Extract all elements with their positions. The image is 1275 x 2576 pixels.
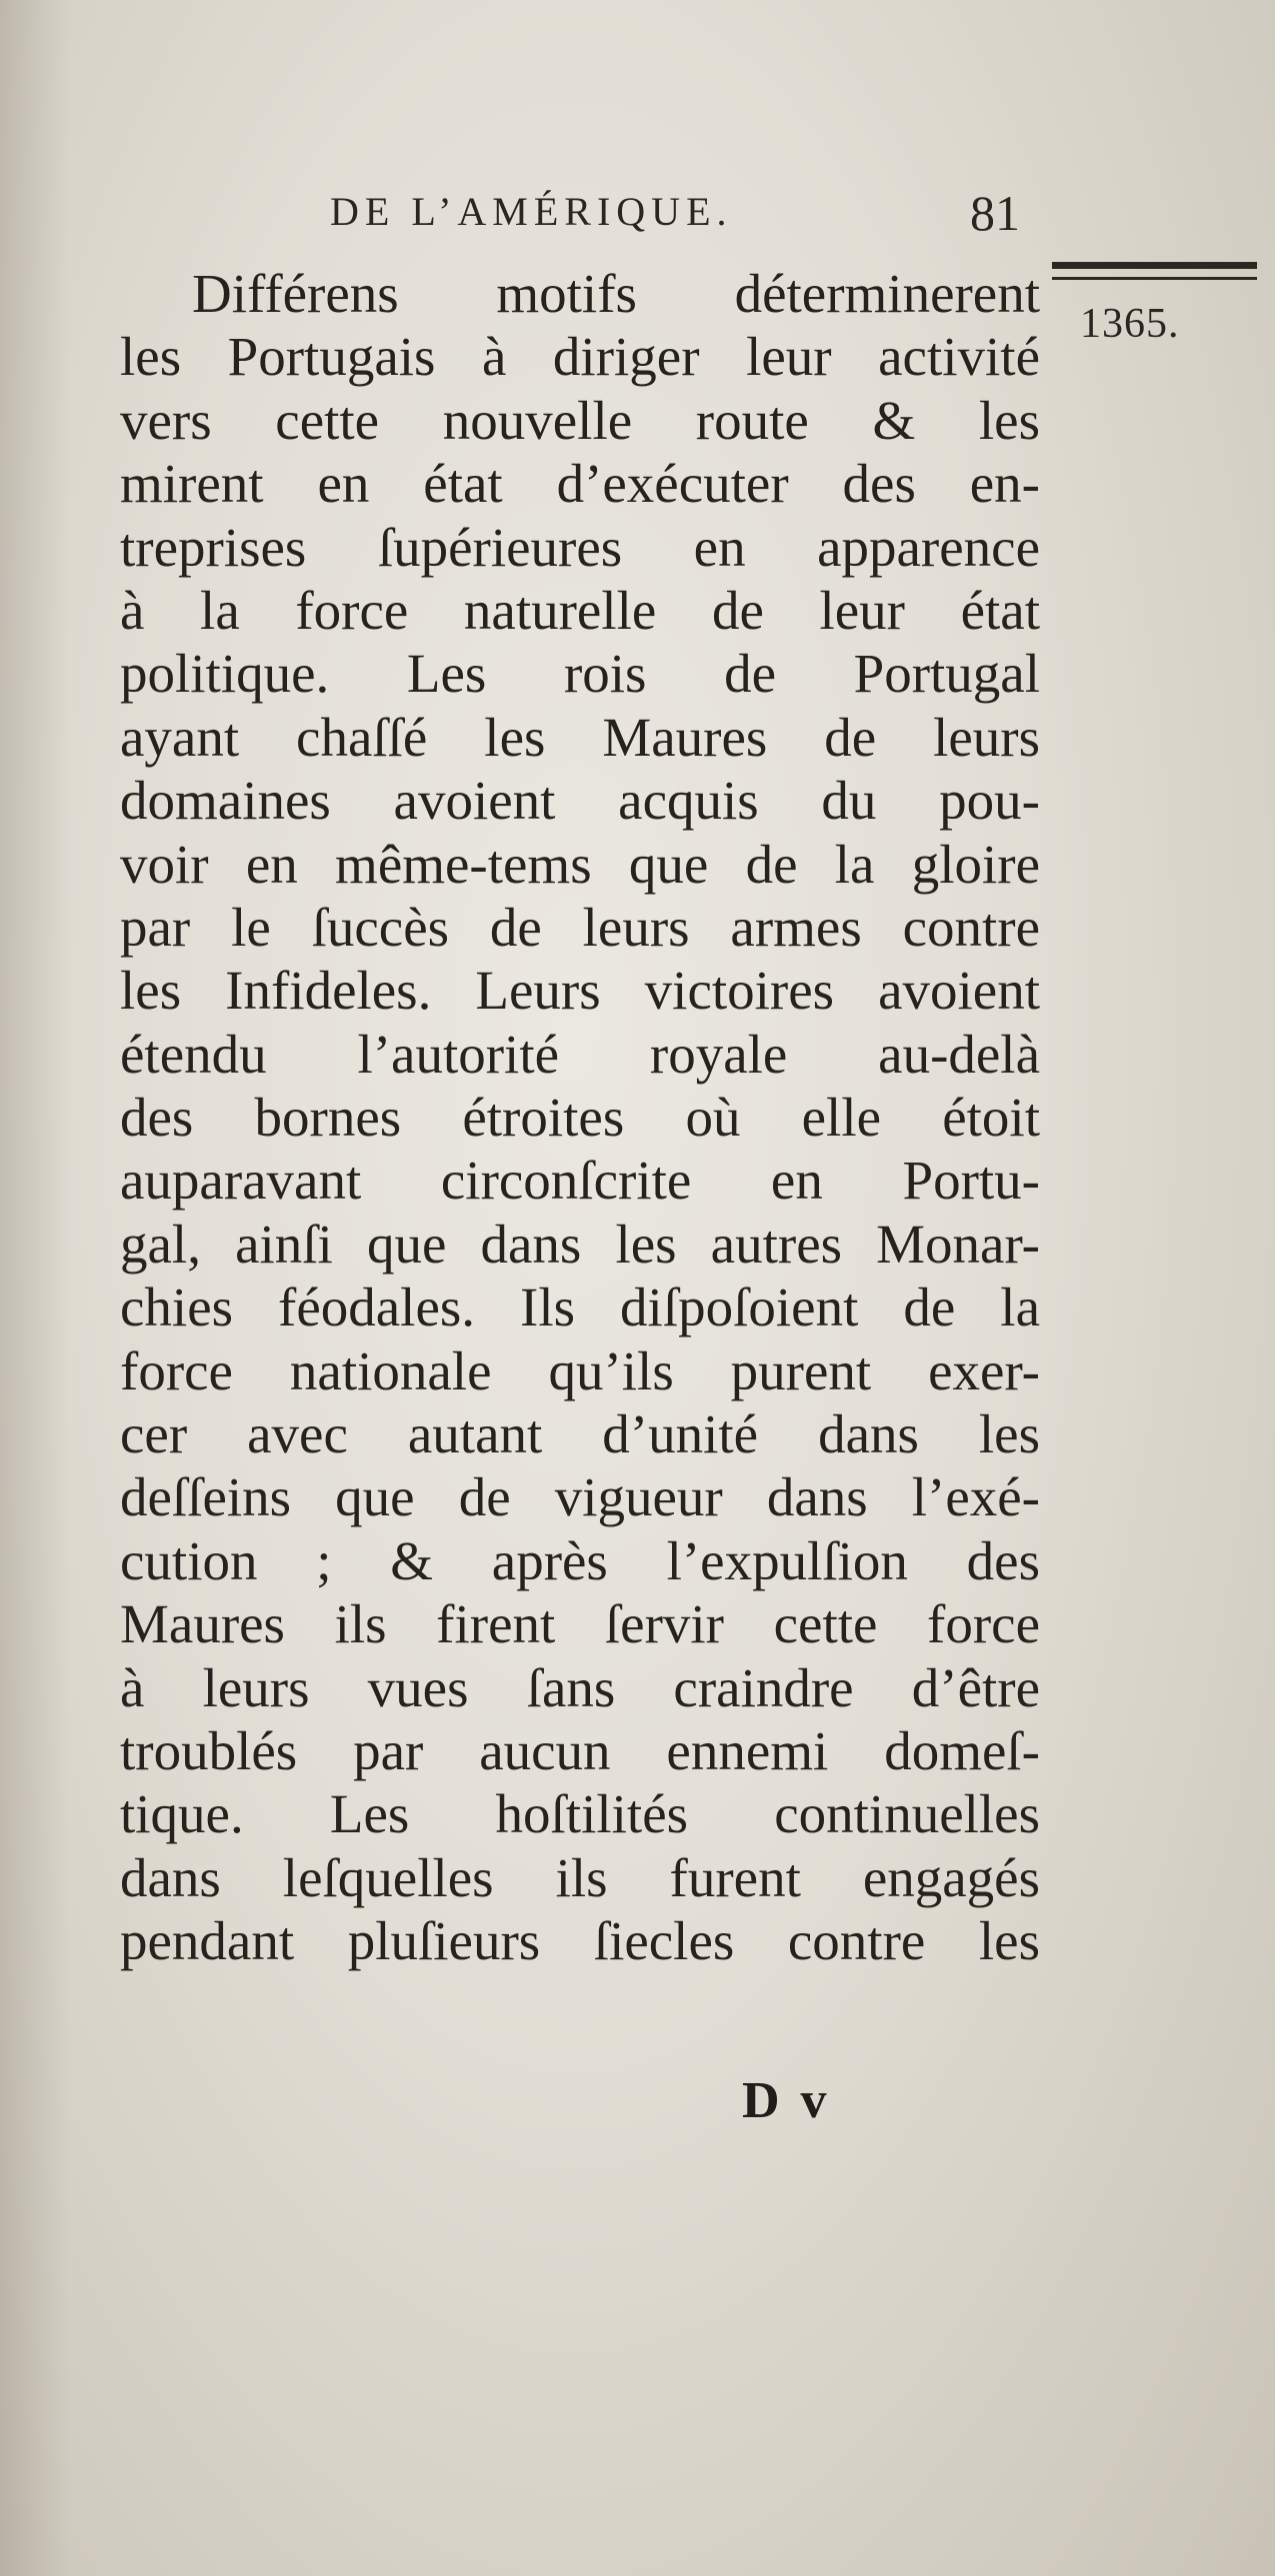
text-line: dans leſquelles ils furent engagés — [120, 1846, 1040, 1908]
text-line: vers cette nouvelle route & les — [120, 389, 1040, 451]
text-line: étendu l’autorité royale au-delà — [120, 1023, 1040, 1085]
text-line: chies féodales. Ils diſpoſoient de la — [120, 1277, 1040, 1338]
text-line: deſſeins que de vigueur dans l’exé- — [120, 1466, 1040, 1528]
text-line: politique. Les rois de Portugal — [120, 643, 1040, 705]
text-line: force nationale qu’ils purent exer- — [120, 1339, 1040, 1401]
page-gutter-shadow — [0, 0, 70, 2576]
page-number: 81 — [970, 185, 1020, 241]
body-text — [120, 262, 1040, 1973]
text-line: mirent en état d’exécuter des en- — [120, 453, 1040, 515]
catchword-signature: D v — [742, 2072, 831, 2129]
margin-rule — [1052, 262, 1257, 280]
page-header — [330, 185, 1050, 248]
text-line: troublés par aucun ennemi domeſ- — [120, 1719, 1040, 1781]
text-line: treprises ſupérieures en apparence — [120, 516, 1040, 578]
text-line: des bornes étroites où elle étoit — [120, 1087, 1040, 1149]
text-line: ayant chaſſé les Maures de leurs — [120, 706, 1040, 768]
text-line: les Infideles. Leurs victoires avoient — [120, 960, 1040, 1022]
text-line: cer avec autant d’unité dans les — [120, 1403, 1040, 1465]
text-line: gal, ainſi que dans les autres Monar- — [120, 1213, 1040, 1275]
text-line: Maures ils firent ſervir cette force — [120, 1593, 1040, 1655]
text-line: tique. Les hoſtilités continuelles — [120, 1783, 1040, 1845]
running-title: DE L’AMÉRIQUE. — [330, 189, 733, 234]
text-line: par le ſuccès de leurs armes contre — [120, 896, 1040, 958]
text-line: pendant pluſieurs ſiecles contre les — [120, 1910, 1040, 1972]
margin-year-note: 1365. — [1080, 301, 1180, 347]
text-line: les Portugais à diriger leur activité — [120, 326, 1040, 388]
text-line: à la force naturelle de leur état — [120, 579, 1040, 641]
text-line: domaines avoient acquis du pou- — [120, 770, 1040, 832]
text-line: à leurs vues ſans craindre d’être — [120, 1656, 1040, 1718]
text-line: cution ; & après l’expulſion des — [120, 1529, 1040, 1591]
text-line: Différens motifs déterminerent — [192, 263, 1040, 324]
text-line: auparavant circonſcrite en Portu- — [120, 1150, 1040, 1212]
text-line: voir en même-tems que de la gloire — [120, 833, 1040, 895]
